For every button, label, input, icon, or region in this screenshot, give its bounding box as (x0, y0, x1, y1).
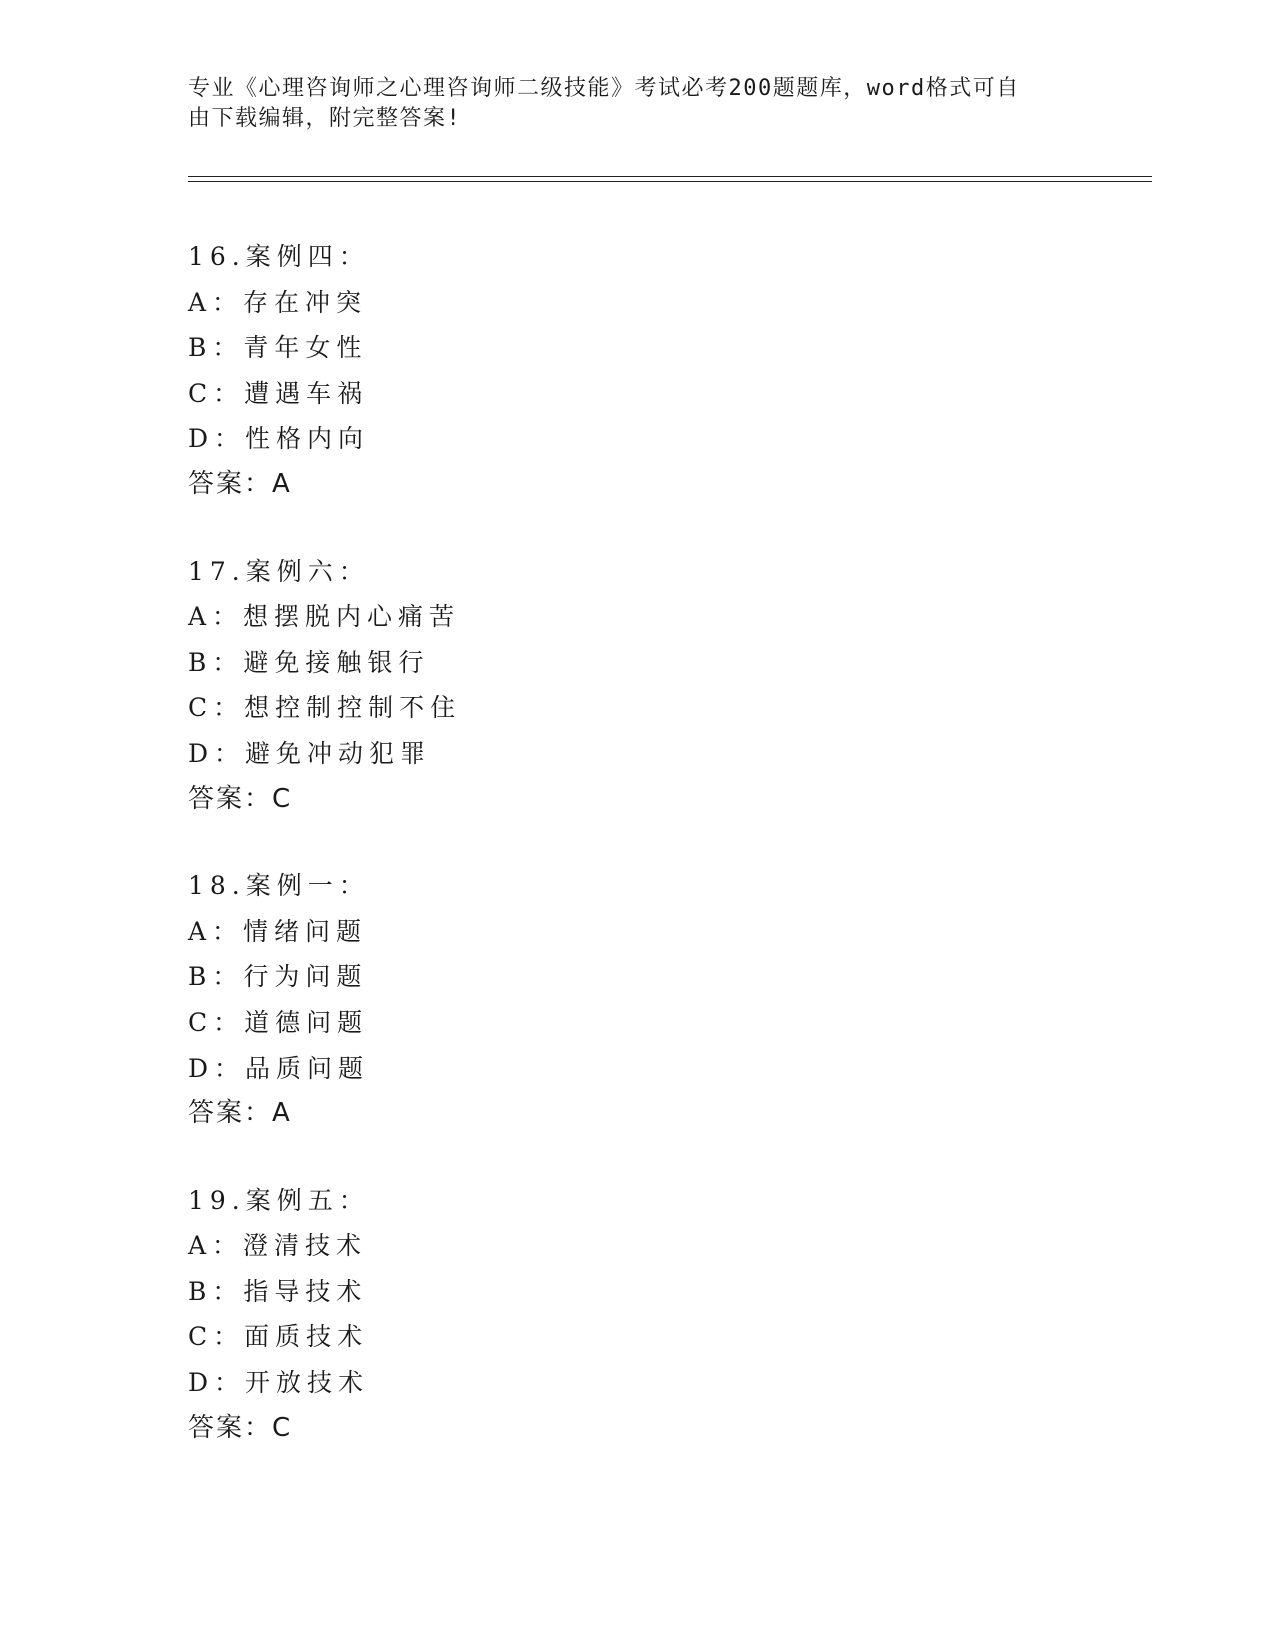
option-c: C：想控制控制不住 (188, 693, 462, 723)
option-c: C：遭遇车祸 (188, 378, 369, 408)
question-list (188, 234, 1088, 1492)
option-d: D：品质问题 (188, 1053, 370, 1083)
question-stem: 17.案例六： (188, 556, 370, 586)
option-b: B：青年女性 (188, 333, 368, 363)
question-stem: 18.案例一： (188, 871, 370, 901)
answer-line: 答案：C (188, 1412, 293, 1443)
question-stem: 16.案例四： (188, 242, 370, 271)
document-header (188, 74, 1078, 134)
question-stem: 19.案例五： (188, 1185, 370, 1215)
question-17 (188, 549, 1088, 823)
answer-line: 答案：A (188, 468, 292, 499)
option-d: D：开放技术 (188, 1368, 370, 1398)
question-19 (188, 1178, 1088, 1452)
option-b: B：指导技术 (188, 1276, 368, 1306)
question-16 (188, 234, 1088, 508)
answer-line: 答案：A (188, 1098, 292, 1129)
option-a: A：想摆脱内心痛苦 (188, 602, 461, 632)
option-a: A：情绪问题 (188, 916, 368, 946)
option-c: C：道德问题 (188, 1007, 369, 1037)
option-a: A：存在冲突 (188, 287, 368, 317)
answer-line: 答案：C (188, 783, 293, 814)
option-b: B：避免接触银行 (188, 647, 430, 677)
option-c: C：面质技术 (188, 1322, 369, 1352)
option-d: D：性格内向 (188, 424, 370, 454)
option-b: B：行为问题 (188, 962, 368, 992)
option-d: D：避免冲动犯罪 (188, 738, 432, 768)
header-intro-line-2: 由下载编辑，附完整答案! (188, 106, 462, 131)
option-a: A：澄清技术 (188, 1231, 368, 1261)
header-intro-line-1: 专业《心理咨询师之心理咨询师二级技能》考试必考200题题库，word格式可自 (188, 76, 1020, 101)
header-double-rule (188, 176, 1152, 182)
question-18 (188, 863, 1088, 1137)
